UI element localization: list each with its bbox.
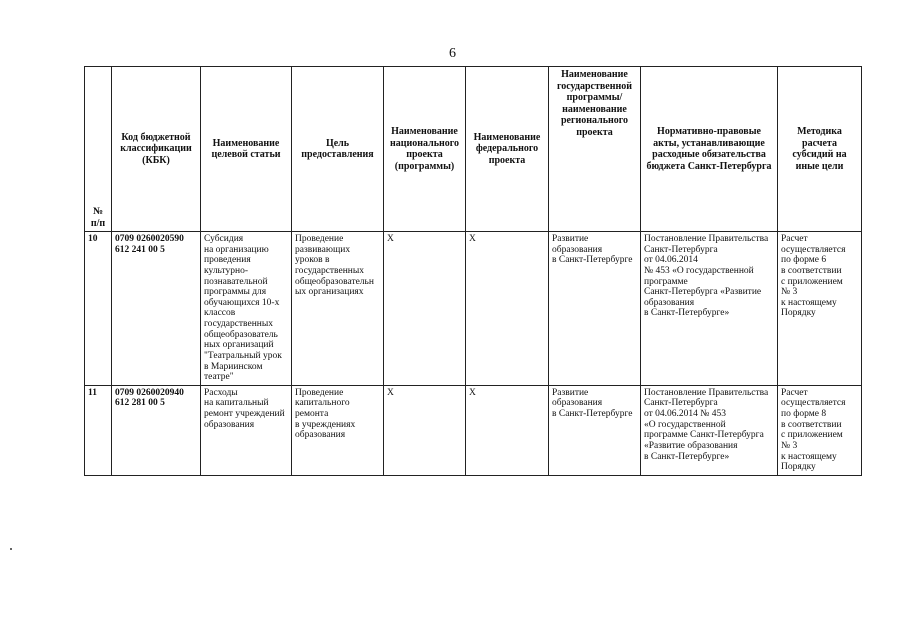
cell-method (778, 232, 862, 386)
page-number: 6 (449, 46, 456, 61)
cell-line: «О государственной (644, 419, 726, 430)
cell-line: уроков в (295, 255, 330, 266)
cell-line: проведения (204, 255, 251, 266)
cell-line: Субсидия (204, 234, 244, 244)
cell-line: Расчет (781, 234, 808, 244)
header-method: Методика расчета субсидий на иные цели (778, 67, 862, 232)
cell-line: № 3 (781, 440, 798, 451)
cell-line: государственных (204, 319, 274, 329)
cell-line: к настоящему (781, 297, 837, 308)
cell-target-article (201, 232, 292, 386)
cell-line: осуществляется (781, 398, 846, 409)
cell-line: Постановление Правительства (644, 234, 769, 244)
subsidy-table (84, 66, 862, 476)
cell-line: на капитальный (204, 398, 269, 409)
cell-line: в Санкт-Петербурге» (644, 451, 730, 462)
cell-line: Проведение (295, 234, 344, 244)
cell-line: капитального (295, 398, 350, 409)
header-goal: Цель предоставления (292, 67, 384, 232)
header-national-project: Наименование национального проекта (программы) (384, 67, 466, 232)
cell-method (778, 385, 862, 475)
cell-kbk (112, 385, 201, 475)
cell-line: образования (552, 398, 603, 409)
scan-speck (10, 548, 12, 550)
cell-legal-acts (641, 232, 778, 386)
cell-num: 11 (85, 385, 112, 475)
cell-line: в Мариинском (204, 361, 263, 372)
cell-line: по форме 8 (781, 409, 827, 419)
cell-line: образования (295, 430, 346, 441)
header-regional-program: Наименование государственной программы/ наименование регионального проекта (549, 67, 641, 232)
cell-line: Постановление Правительства (644, 387, 769, 398)
cell-line: познавательной (204, 276, 268, 287)
cell-regional-program (549, 232, 641, 386)
cell-federal-project: X (466, 385, 549, 475)
cell-line: государственных (295, 265, 365, 276)
cell-line: 0709 0260020590 (115, 234, 184, 244)
cell-national-project: X (384, 232, 466, 386)
cell-line: образования (552, 244, 603, 255)
cell-line: № 453 «О государственной (644, 265, 754, 276)
cell-line: в соответствии (781, 419, 842, 430)
cell-line: в Санкт-Петербурге» (644, 308, 730, 319)
cell-federal-project: X (466, 232, 549, 386)
cell-line: программы для (204, 287, 267, 298)
cell-line: на организацию (204, 244, 269, 255)
header-num: № п/п (85, 67, 112, 232)
cell-line: Санкт-Петербурга «Развитие (644, 287, 762, 298)
cell-line: программе (644, 276, 688, 287)
cell-line: № 3 (781, 287, 798, 298)
cell-line: осуществляется (781, 244, 846, 255)
cell-line: Порядку (781, 308, 816, 319)
cell-line: в соответствии (781, 265, 842, 276)
table-row (85, 232, 862, 386)
cell-line: классов (204, 308, 236, 319)
cell-line: образования (644, 297, 695, 308)
cell-line: Развитие (552, 387, 589, 398)
table-row (85, 385, 862, 475)
cell-line: Расходы (204, 387, 238, 398)
cell-target-article (201, 385, 292, 475)
cell-goal (292, 385, 384, 475)
cell-line: Развитие (552, 234, 589, 244)
cell-line: ых организациях (295, 287, 364, 298)
cell-legal-acts (641, 385, 778, 475)
header-federal-project: Наименование федерального проекта (466, 67, 549, 232)
header-legal-acts: Нормативно-правовые акты, устанавливающие расходные обязательства бюджета Санкт-Петербурга (641, 67, 778, 232)
cell-line: Санкт-Петербурга (644, 398, 718, 409)
cell-line: культурно- (204, 265, 249, 276)
cell-line: от 04.06.2014 № 453 (644, 409, 726, 419)
cell-line: Порядку (781, 462, 816, 473)
cell-line: развивающих (295, 244, 351, 255)
cell-line: "Театральный урок (204, 350, 282, 361)
cell-line: к настоящему (781, 451, 837, 462)
cell-line: 612 281 00 5 (115, 398, 165, 409)
header-target-article: Наименование целевой статьи (201, 67, 292, 232)
cell-line: Проведение (295, 387, 344, 398)
cell-line: в учреждениях (295, 419, 356, 430)
table-header-row (85, 67, 862, 232)
cell-goal (292, 232, 384, 386)
cell-line: с приложением (781, 276, 843, 287)
cell-line: ремонт учреждений (204, 409, 285, 419)
cell-line: по форме 6 (781, 255, 827, 266)
cell-national-project: X (384, 385, 466, 475)
cell-line: от 04.06.2014 (644, 255, 698, 266)
cell-line: программе Санкт-Петербурга (644, 430, 764, 441)
cell-line: образования (204, 419, 255, 430)
cell-line: в Санкт-Петербурге (552, 409, 633, 419)
cell-line: в Санкт-Петербурге (552, 255, 633, 266)
cell-num: 10 (85, 232, 112, 386)
cell-line: обучающихся 10-х (204, 297, 280, 308)
cell-line: с приложением (781, 430, 843, 441)
cell-line: 0709 0260020940 (115, 387, 184, 398)
cell-line: театре" (204, 372, 234, 383)
cell-line: 612 241 00 5 (115, 244, 165, 255)
cell-line: Расчет (781, 387, 808, 398)
cell-line: ных организаций (204, 340, 274, 351)
cell-line: общеобразователь (204, 329, 278, 340)
cell-regional-program (549, 385, 641, 475)
cell-line: ремонта (295, 409, 329, 419)
cell-line: Санкт-Петербурга (644, 244, 718, 255)
header-kbk: Код бюджетной классификации (КБК) (112, 67, 201, 232)
cell-line: общеобразовательн (295, 276, 374, 287)
cell-kbk (112, 232, 201, 386)
cell-line: «Развитие образования (644, 440, 738, 451)
